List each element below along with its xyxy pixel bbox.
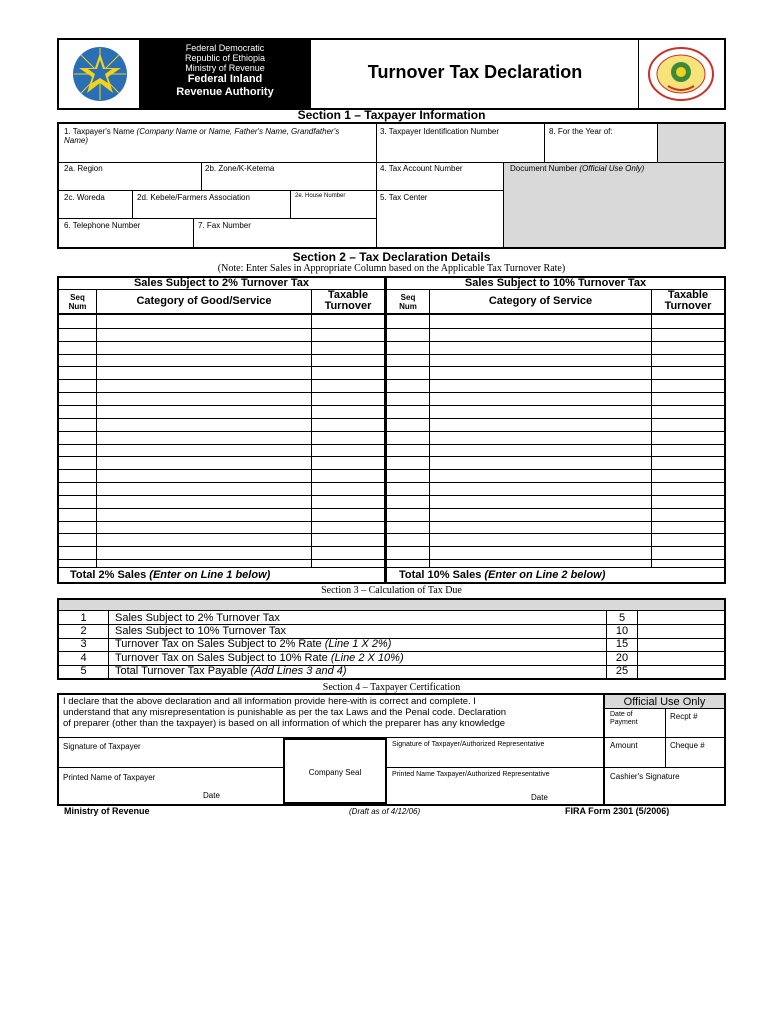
left-table-row[interactable]: [59, 366, 384, 367]
left-table-row[interactable]: [59, 533, 384, 534]
left-taxable-header: [312, 290, 384, 312]
left-header-rule: [59, 313, 384, 315]
rep-printed-name-label: Printed Name Taxpayer/Authorized Representative: [392, 771, 550, 778]
right-table-row[interactable]: [387, 533, 724, 534]
calc-row-number: 5: [80, 665, 87, 678]
right-table-title: Sales Subject to 10% Turnover Tax: [464, 277, 647, 289]
org-line-3: Ministry of Revenue: [185, 63, 265, 73]
calc-row-label: [115, 638, 391, 650]
right-table-row[interactable]: [387, 405, 724, 406]
calc-row-line-number: 20: [615, 651, 629, 664]
s1-vline-132: [132, 190, 133, 218]
section3-shaded-band: [59, 600, 724, 611]
amount-label: Amount: [610, 741, 638, 750]
left-table-row[interactable]: [59, 456, 384, 457]
calc-row-amount-field[interactable]: [638, 612, 724, 623]
left-seq-text: Seq: [70, 293, 85, 302]
s1-vline-503: [503, 162, 504, 247]
right-table: [387, 289, 724, 568]
left-num-text: Num: [68, 302, 87, 311]
service-header: Category of Service: [488, 295, 593, 307]
s1-hline-218: [59, 218, 376, 219]
calc-row-number: 4: [80, 651, 87, 664]
taxpayer-date-label: Date: [203, 791, 220, 800]
right-table-row[interactable]: [387, 392, 724, 393]
ethiopia-emblem-icon: [70, 46, 130, 102]
left-col-rule-1: [96, 289, 97, 568]
section4-heading: Section 4 – Taxpayer Certification: [322, 682, 461, 693]
payment-text: Payment: [610, 719, 638, 726]
rep-date-label: Date: [531, 793, 548, 802]
left-table-row[interactable]: [59, 546, 384, 547]
signature-rule-right: [387, 767, 603, 768]
left-table-row[interactable]: [59, 418, 384, 419]
calc-row-label: [115, 625, 286, 637]
footer-form-number: FIRA Form 2301 (5/2006): [565, 806, 670, 816]
calc-row-number: 2: [80, 624, 87, 637]
declaration-line-1: I declare that the above declaration and all information provide here-with is correct and complete. I: [63, 696, 476, 707]
tax-center-label: 5. Tax Center: [380, 193, 428, 202]
document-number-label: [510, 164, 644, 173]
authority-seal-icon: [646, 46, 716, 102]
right-taxable-text: Taxable: [667, 289, 709, 301]
date-of-payment-label: [610, 711, 638, 727]
left-table-row[interactable]: [59, 508, 384, 509]
right-table-row[interactable]: [387, 546, 724, 547]
calc-row-number: 1: [80, 611, 87, 624]
org-line-4: Federal Inland: [187, 73, 263, 85]
calc-row-label: [115, 652, 404, 664]
zone-label: 2b. Zone/K-Ketema: [205, 164, 275, 173]
kebele-label: 2d. Kebele/Farmers Association: [137, 193, 250, 202]
left-table-row[interactable]: [59, 495, 384, 496]
left-table-row[interactable]: [59, 341, 384, 342]
section2-note: (Note: Enter Sales in Appropriate Column based on the Applicable Tax Turnover Rate): [217, 263, 566, 274]
rep-signature-label: Signature of Taxpayer/Authorized Representative: [392, 741, 545, 748]
telephone-label: 6. Telephone Number: [64, 221, 141, 230]
calc-row-label-text: Turnover Tax on Sales Subject to 10% Rate: [115, 651, 331, 664]
right-header-rule: [387, 313, 724, 315]
calc-row-label-note: (Line 2 X 10%): [330, 651, 404, 664]
left-table-row[interactable]: [59, 328, 384, 329]
s1-vline-376: [376, 124, 377, 247]
right-num-text: Num: [399, 302, 417, 311]
left-table-row[interactable]: [59, 405, 384, 406]
official-use-divider: [603, 695, 605, 804]
left-col-rule-2: [311, 289, 312, 568]
page-title: Turnover Tax Declaration: [367, 62, 583, 82]
document-number-label-text: Document Number: [510, 164, 578, 173]
calc-row-amount-field[interactable]: [638, 652, 724, 663]
document-number-note: (Official Use Only): [579, 164, 645, 173]
taxpayer-signature-label: Signature of Taxpayer: [63, 742, 141, 751]
section1-heading: Section 1 – Taxpayer Information: [297, 108, 486, 122]
calc-row-label-text: Sales Subject to 10% Turnover Tax: [115, 624, 287, 637]
year-field-shaded: [657, 124, 724, 162]
calc-row-line-number: 15: [615, 638, 629, 651]
cheque-label: Cheque #: [670, 741, 705, 750]
right-table-row[interactable]: [387, 379, 724, 380]
s1-vline-290: [290, 190, 291, 218]
left-total-label: [70, 569, 270, 581]
right-total-label: [399, 569, 605, 581]
left-table-row[interactable]: [59, 354, 384, 355]
left-table-row[interactable]: [59, 431, 384, 432]
header-divider: [638, 40, 639, 108]
s1-vline-657: [657, 124, 658, 162]
right-table-row[interactable]: [387, 456, 724, 457]
right-table-row[interactable]: [387, 482, 724, 483]
calc-row-amount-field[interactable]: [638, 666, 724, 677]
calc-row-label-text: Total Turnover Tax Payable: [115, 665, 251, 678]
right-table-row[interactable]: [387, 328, 724, 329]
left-table: [59, 289, 384, 568]
calc-row-amount-field[interactable]: [638, 639, 724, 650]
year-label: 8. For the Year of:: [549, 127, 613, 136]
calc-row-label-text: Turnover Tax on Sales Subject to 2% Rate: [115, 638, 325, 651]
org-line-2: Republic of Ethiopia: [184, 53, 266, 63]
goods-header: Category of Good/Service: [136, 295, 272, 307]
left-table-row[interactable]: [59, 392, 384, 393]
left-table-row[interactable]: [59, 469, 384, 470]
left-turnover-text: Turnover: [324, 300, 372, 312]
right-table-row[interactable]: [387, 366, 724, 367]
official-use-label: Official Use Only: [623, 696, 706, 708]
left-table-row[interactable]: [59, 482, 384, 483]
right-seq-text: Seq: [400, 293, 416, 302]
left-table-title: Sales Subject to 2% Turnover Tax: [133, 277, 310, 289]
declaration-line-3: of preparer (other than the taxpayer) is based on all information of which the preparer has any knowledge: [63, 718, 506, 729]
section3-heading: Section 3 – Calculation of Tax Due: [321, 585, 462, 596]
calc-row-label-text: Sales Subject to 2% Turnover Tax: [115, 611, 280, 624]
document-number-shaded: [503, 162, 724, 247]
taxpayer-name-note: (Company Name or Name, Father's Name, Grandfather's Name): [64, 127, 340, 145]
right-seq-header: [387, 293, 429, 311]
left-total-note: (Enter on Line 1 below): [149, 569, 271, 581]
calc-row-number: 3: [80, 638, 87, 651]
left-taxable-text: Taxable: [327, 289, 369, 301]
cashier-signature-label: Cashier's Signature: [610, 772, 680, 781]
right-table-row[interactable]: [387, 559, 724, 560]
section3-rule-col-1: [108, 611, 109, 678]
calc-row-line-number: 5: [618, 611, 626, 624]
left-seq-header: [59, 293, 96, 311]
right-table-row[interactable]: [387, 521, 724, 522]
right-table-row[interactable]: [387, 444, 724, 445]
right-table-row[interactable]: [387, 341, 724, 342]
right-total-note: (Enter on Line 2 below): [484, 569, 606, 581]
left-total-text: Total 2% Sales: [70, 569, 150, 581]
left-table-row[interactable]: [59, 521, 384, 522]
right-table-row[interactable]: [387, 354, 724, 355]
calc-row-line-number: 25: [615, 665, 629, 678]
calc-row-label-note: (Line 1 X 2%): [324, 638, 392, 651]
left-table-row[interactable]: [59, 444, 384, 445]
tin-label: 3. Taxpayer Identification Number: [380, 127, 500, 136]
taxpayer-name-label-text: 1. Taxpayer's Name: [64, 127, 135, 136]
right-turnover-text: Turnover: [664, 300, 712, 312]
woreda-label: 2c. Woreda: [64, 193, 105, 202]
house-number-label: 2e. House Number: [295, 193, 346, 199]
signature-rule-left: [59, 767, 283, 768]
right-taxable-header: [652, 290, 724, 312]
official-use-rule-col: [665, 708, 666, 767]
left-table-row[interactable]: [59, 379, 384, 380]
tax-account-label: 4. Tax Account Number: [380, 164, 463, 173]
company-seal-label: Company Seal: [308, 768, 362, 777]
org-line-1: Federal Democratic: [185, 43, 265, 53]
s1-hline-190: [59, 190, 503, 191]
region-label: 2a. Region: [64, 164, 103, 173]
s1-vline-193: [193, 218, 194, 247]
totals-rule: [59, 567, 724, 568]
receipt-label: Recpt #: [670, 712, 698, 721]
right-table-row[interactable]: [387, 431, 724, 432]
right-col-rule-1: [429, 289, 430, 568]
s1-vline-544: [544, 124, 545, 162]
right-total-text: Total 10% Sales: [399, 569, 485, 581]
declaration-line-2: understand that any misrepresentation is punishable as per the tax Laws and the Penal code. Declaration: [63, 707, 507, 718]
section2-heading: Section 2 – Tax Declaration Details: [292, 250, 491, 264]
right-table-row[interactable]: [387, 418, 724, 419]
declaration-text: [63, 696, 593, 729]
footer-draft: (Draft as of 4/12/06): [349, 807, 421, 816]
calc-row-label-note: (Add Lines 3 and 4): [250, 665, 347, 678]
official-use-rule-3: [605, 767, 724, 768]
s1-vline-201: [201, 162, 202, 190]
right-col-rule-2: [651, 289, 652, 568]
right-table-row[interactable]: [387, 469, 724, 470]
right-table-row[interactable]: [387, 508, 724, 509]
right-table-row[interactable]: [387, 495, 724, 496]
date-of-text: Date of: [610, 711, 633, 718]
calc-row-label: [115, 612, 280, 624]
left-table-row[interactable]: [59, 559, 384, 560]
taxpayer-printed-name-label: Printed Name of Taxpayer: [63, 773, 156, 782]
taxpayer-name-label: [64, 127, 364, 145]
s1-hline-162: [59, 162, 724, 163]
fax-label: 7. Fax Number: [198, 221, 251, 230]
calc-row-line-number: 10: [615, 624, 629, 637]
org-line-5: Revenue Authority: [176, 86, 274, 98]
footer-ministry: Ministry of Revenue: [64, 806, 150, 816]
calc-row-label: [115, 665, 347, 677]
calc-row-amount-field[interactable]: [638, 625, 724, 636]
